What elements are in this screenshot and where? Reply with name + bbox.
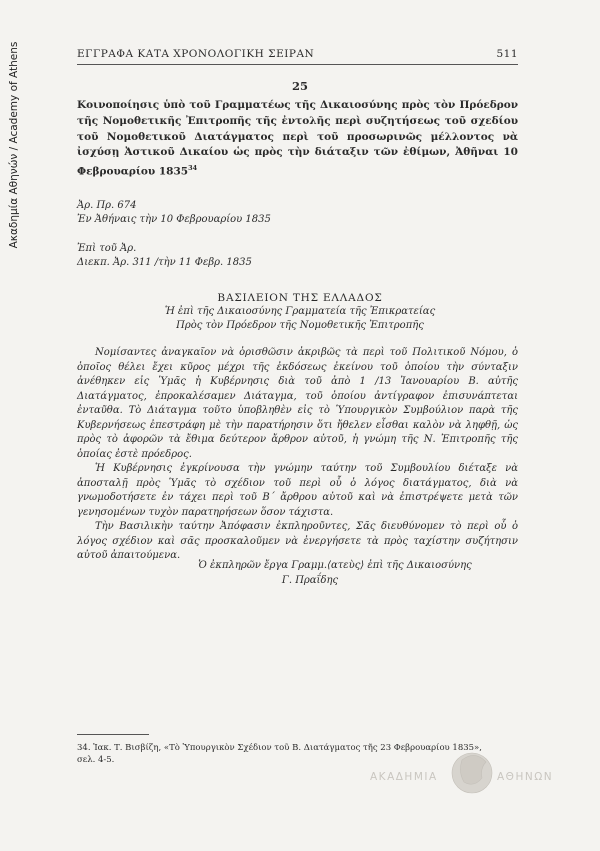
kingdom-heading: ΒΑΣΙΛΕΙΟΝ ΤΗΣ ΕΛΛΑΔΟΣ (217, 292, 383, 304)
office-heading: Ἡ ἐπὶ τῆς Δικαιοσύνης Γραμματεία τῆς Ἐπικρατείας (164, 306, 436, 317)
signature-name: Γ. Πραΐδης (281, 574, 339, 586)
dispatch-number: Διεκπ. Ἀρ. 311 /τὴν 11 Φεβρ. 1835 (77, 257, 252, 268)
place-date: Ἐν Ἀθήναις τὴν 10 Φεβρουαρίου 1835 (77, 214, 271, 225)
protocol-number: Ἀρ. Πρ. 674 (77, 200, 137, 211)
letter-heading (0, 291, 600, 333)
athena-head-icon (452, 753, 492, 793)
watermark-text-right: ΑΘΗΝΩΝ (497, 771, 554, 783)
paragraph: Ἡ Κυβέρνησις ἐγκρίνουσα τὴν γνώμην ταύτην τοῦ Συμβουλίου διέταξε νὰ ἀποσταλῇ πρὸς Ὑμᾶς τὸ σχέδιον τοῦ περὶ οὗ ὁ λόγος διατάγματος, διὰ νὰ γνωμοδοτήσετε ἐν τάχει περὶ τοῦ Β΄ ἄρθρου αὐτοῦ καὶ νὰ ἐπιστρέψετε μετὰ τῶν γενησομένων τυχὸν παρατηρήσεων ὅσον τάχιστα. (77, 463, 518, 518)
footnote-rule (77, 734, 149, 735)
signature-block (0, 559, 600, 588)
epi-number: Ἐπὶ τοῦ Ἀρ. (77, 243, 137, 254)
paragraph: Νομίσαντες ἀναγκαῖον νὰ ὁρισθῶσιν ἀκριβῶς τὰ περὶ τοῦ Πολιτικοῦ Νόμου, ὁ ὁποῖος θέλει ἔχει κῦρος μέχρι τῆς ἐκδόσεως ἐκείνου τοῦ ὁποίου τὴν σύνταξιν ἀνέθηκεν εἰς Ὑμᾶς ἡ Κυβέρνησις διὰ τοῦ ἀπὸ 1 /13 Ἰανουαρίου Β. αὐτῆς Διατάγματος, ἐπροκαλέσαμεν Διάταγμα, τοῦ ὁποίου ἀντίγραφον ἐπισυνάπτεται ἐνταῦθα. Τὸ Διάταγμα τοῦτο ὑποβληθὲν εἰς τὸ Ὑπουργικὸν Συμβούλιον παρὰ τῆς Κυβερνήσεως ἐπεστράφη μὲ τὴν παρατήρησιν ὅτι ἤθελεν εἶσθαι καλὸν νὰ ληφθῇ, ὡς πρὸς τὸ ἀφορῶν τὰ ἔθιμα δεύτερον ἄρθρον αὐτοῦ, ἡ γνώμη τῆς Ν. Ἐπιτροπῆς τῆς ὁποίας ἐστὲ πρόεδρος. (77, 347, 518, 460)
footnote-ref: 34 (188, 164, 198, 173)
document-title (77, 98, 518, 180)
running-header (77, 48, 518, 64)
letter-body (77, 346, 518, 564)
protocol-block (77, 199, 271, 227)
watermark-text-left: ΑΚΑΔΗΜΙΑ (370, 771, 438, 783)
document-number: 25 (291, 79, 308, 93)
dispatch-block (77, 242, 252, 270)
running-title: ΕΓΓΡΑΦΑ ΚΑΤΑ ΧΡΟΝΟΛΟΓΙΚΗ ΣΕΙΡΑΝ (77, 48, 315, 60)
document-title-text: Κοινοποίησις ὑπὸ τοῦ Γραμματέως τῆς Δικαιοσύνης πρὸς τὸν Πρόεδρον τῆς Νομοθετικῆς Ἐπιτροπῆς τῆς ἐντολῆς περὶ συζητήσεως τοῦ σχεδίου τοῦ Νομοθετικοῦ Διατάγματος περὶ τοῦ προσωρινῶς μέλλοντος νὰ ἰσχύσῃ Ἀστικοῦ Δικαίου ὡς πρὸς τὴν διάταξιν τῶν ἐθίμων, Ἀθῆναι 10 Φεβρουαρίου 1835 (77, 99, 518, 178)
academy-side-stamp: Ακαδημία Αθηνών / Academy of Athens (8, 41, 20, 249)
page-number: 511 (496, 48, 518, 60)
addressee-heading: Πρὸς τὸν Πρόεδρον τῆς Νομοθετικῆς Ἐπιτροπῆς (176, 320, 424, 331)
paragraph: Τὴν Βασιλικὴν ταύτην Ἀπόφασιν ἐκπληροῦντες, Σᾶς διευθύνομεν τὸ περὶ οὗ ὁ λόγος σχέδιον καὶ σᾶς προσκαλοῦμεν νὰ ἐνεργήσετε τὰ πρὸς ταχίστην συζήτησιν αὐτοῦ ἀπαιτούμενα. (77, 521, 518, 561)
footnote-line: 34. Ἰακ. Τ. Βισβίζη, «Τὸ Ὑπουργικὸν Σχέδιον τοῦ Β. Διατάγματος τῆς 23 Φεβρουαρίου 1835», (77, 743, 482, 753)
footnote-line: σελ. 4-5. (77, 755, 115, 765)
header-rule (77, 64, 518, 65)
signature-title: Ὁ ἐκπληρῶν ἔργα Γραμμ.⟨ατεὺς⟩ ἐπὶ τῆς Δικαιοσύνης (198, 560, 472, 571)
academy-watermark (370, 748, 560, 798)
